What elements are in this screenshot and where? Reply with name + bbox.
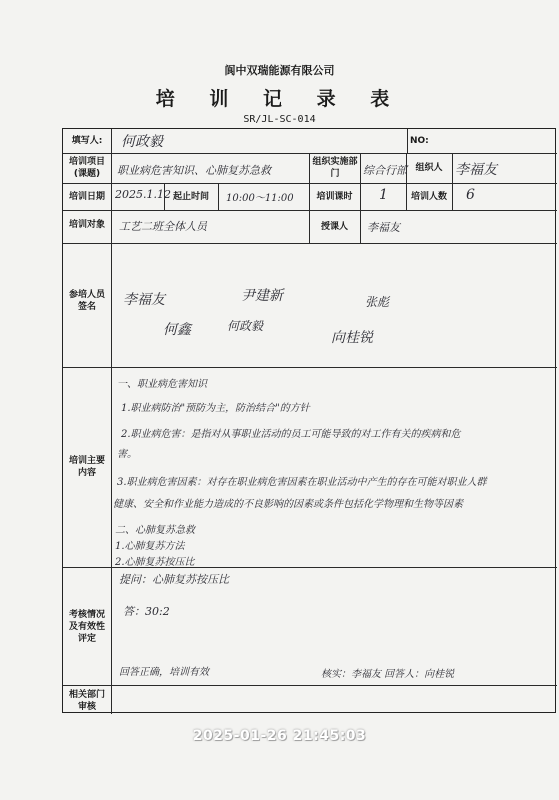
row-divider [63,367,557,368]
assessment-result: 回答正确，培训有效 [119,667,209,678]
cell-divider [452,153,453,210]
assessment-answer: 答：30:2 [123,605,170,618]
company-name: 阆中双瑞能源有限公司 [224,64,335,77]
attendee-signature: 向桂锐 [331,330,373,346]
filler-label: 填写人: [71,136,103,146]
date-label: 培训日期 [68,192,105,202]
content-line: 二、心肺复苏急救 [115,525,195,536]
time-value: 10:00～11:00 [226,193,294,204]
content-line: 一、职业病危害知识 [117,379,207,390]
cell-divider [407,129,408,153]
content-line: 2.职业病危害：是指对从事职业活动的员工可能导致的对工作有关的疾病和危 [121,429,461,440]
attendee-signature: 何政毅 [227,319,264,333]
attendees-label: 参培人员签名 [68,290,105,312]
attendee-signature: 何鑫 [163,322,191,338]
assessment-label: 考核情况及有效性评定 [68,610,105,644]
training-record-form [62,128,556,713]
date-value: 2025.1.12 [115,188,171,201]
target-label: 培训对象 [68,220,105,230]
content-line: 害。 [117,449,137,460]
label-column-divider [111,129,112,714]
assessment-question: 提问：心肺复苏按压比 [119,573,229,586]
item-label: 培训项目(课题) [68,157,105,179]
cell-divider [218,183,219,210]
document-number: SR/JL-SC-014 [243,114,316,125]
content-line: 1.职业病防治"预防为主，防治结合"的方针 [121,403,310,414]
attendee-signature: 尹建新 [241,288,283,304]
item-value: 职业病危害知识、心肺复苏急救 [117,164,271,177]
org-dept-value: 综合行部 [363,164,407,177]
scan-timestamp: 2025-01-26 21:45:03 [192,728,367,744]
attendee-signature: 李福友 [123,292,165,308]
cell-divider [360,153,361,243]
filler-value: 何政毅 [121,134,163,150]
assessment-signoff: 核实：李福友 回答人：向桂锐 [321,669,455,680]
content-line: 1.心肺复苏方法 [115,541,185,552]
count-label: 培训人数 [410,192,447,202]
lecturer-label: 授课人 [320,222,348,232]
row-divider [63,183,557,184]
form-title: 培 训 记 录 表 [155,88,404,110]
target-value: 工艺二班全体人员 [119,220,207,233]
no-label: NO: [410,136,429,146]
hours-value: 1 [379,187,388,203]
row-divider [63,210,557,211]
org-dept-label: 组织实施部 门 [312,157,358,179]
content-line: 健康、安全和作业能力造成的不良影响的因素或条件包括化学物理和生物等因素 [113,499,463,510]
row-divider [63,243,557,244]
content-line: 2.心肺复苏按压比 [115,557,195,568]
hours-label: 培训课时 [316,192,353,202]
count-value: 6 [466,187,475,203]
row-divider [63,153,557,154]
lecturer-value: 李福友 [367,221,400,234]
content-label: 培训主要内容 [68,456,105,478]
attendee-signature: 张彪 [365,295,390,309]
content-line: 3.职业病危害因素：对存在职业病危害因素在职业活动中产生的存在可能对职业人群 [117,477,487,488]
time-label: 起止时间 [172,192,209,202]
row-divider [63,685,557,686]
organizer-label: 组织人 [415,163,443,173]
dept-review-label: 相关部门审核 [68,690,105,712]
organizer-value: 李福友 [455,162,497,178]
